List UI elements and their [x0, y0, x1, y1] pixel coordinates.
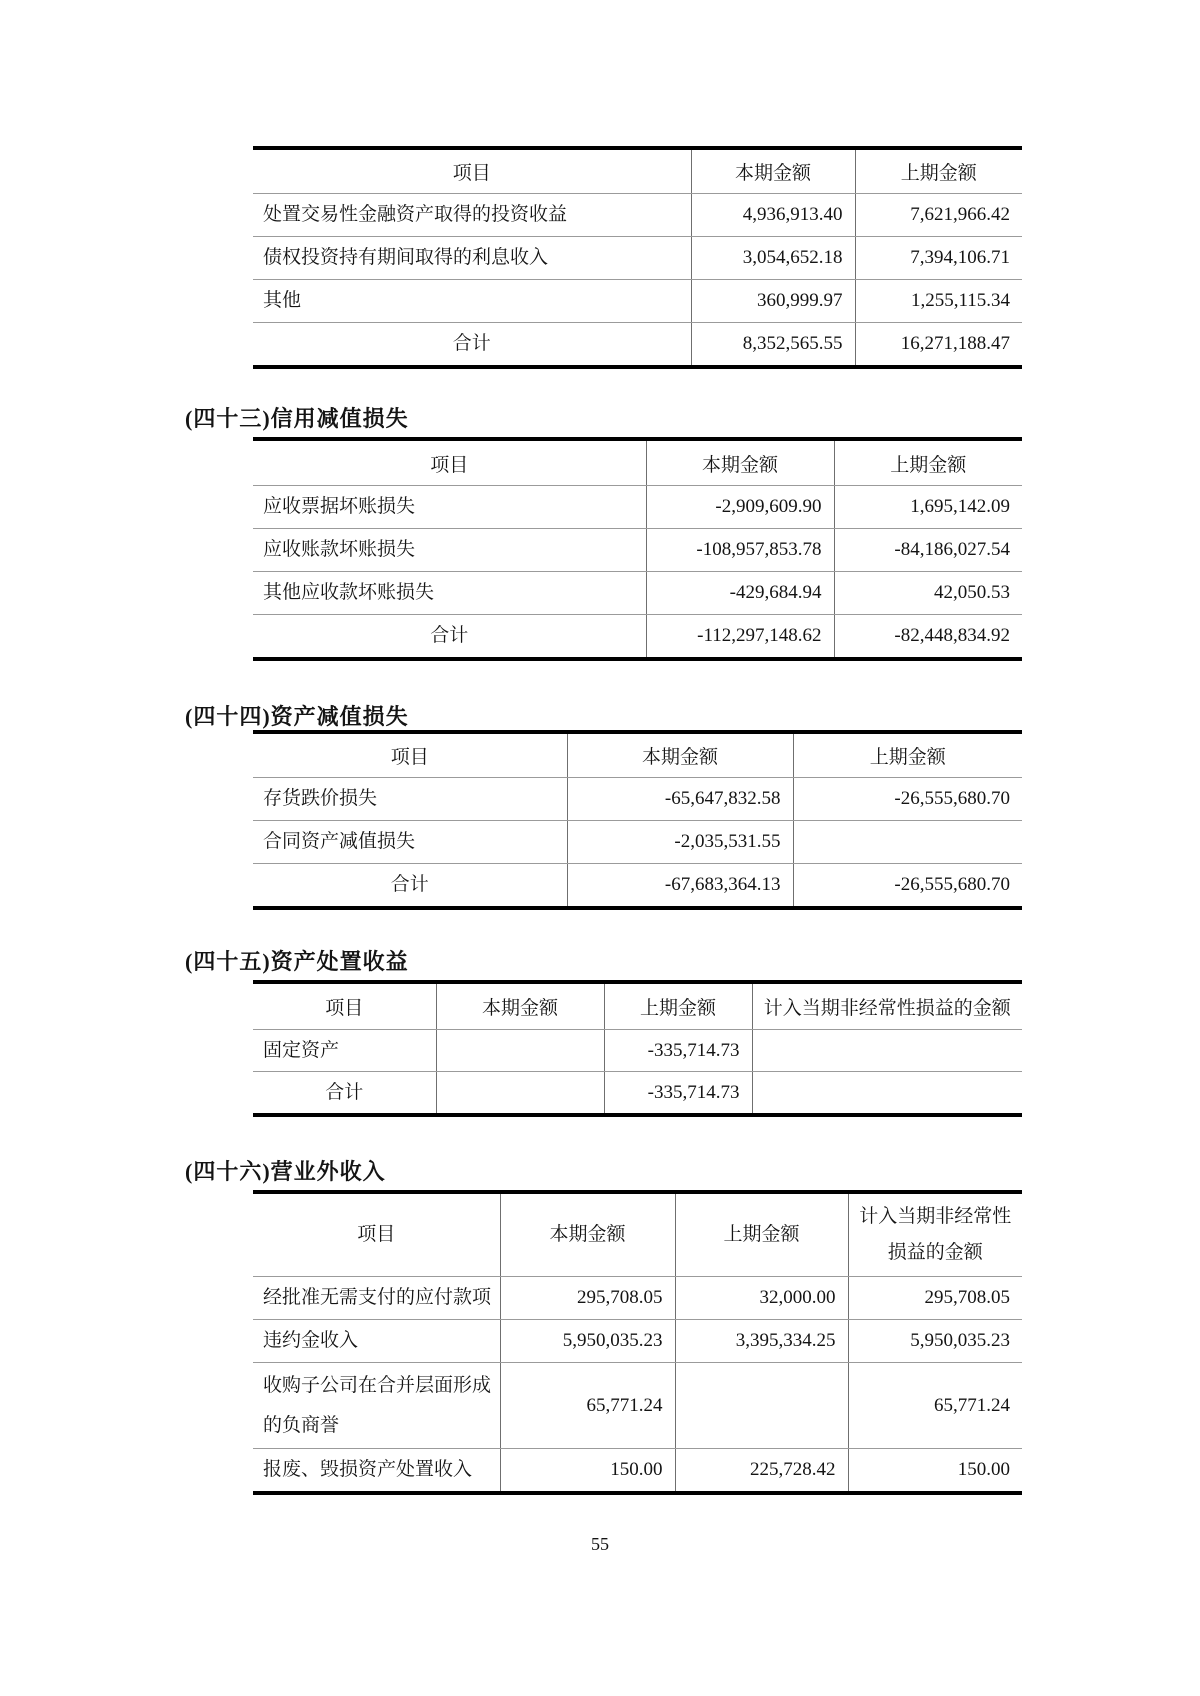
data-row	[253, 529, 1022, 572]
amount-cell: 1,695,142.09	[834, 486, 1022, 529]
amount-cell: 65,771.24	[500, 1363, 675, 1449]
total-row	[253, 1072, 1022, 1116]
row-label: 存货跌价损失	[253, 778, 567, 821]
amount-cell: -335,714.73	[604, 1030, 752, 1072]
row-label: 应收账款坏账损失	[253, 529, 646, 572]
column-header: 本期金额	[500, 1192, 675, 1277]
section-heading-credit-impairment: (四十三)信用减值损失	[185, 406, 409, 431]
data-row	[253, 572, 1022, 615]
data-row	[253, 1320, 1022, 1363]
non-operating-income-table	[253, 1190, 1022, 1495]
amount-cell: 360,999.97	[691, 280, 855, 323]
amount-cell: -112,297,148.62	[646, 615, 834, 660]
data-row	[253, 1277, 1022, 1320]
header-row	[253, 439, 1022, 486]
asset-impairment-loss-table	[253, 730, 1022, 910]
page-number: 55	[591, 1534, 609, 1554]
amount-cell: 1,255,115.34	[855, 280, 1022, 323]
amount-cell: -2,035,531.55	[567, 821, 793, 864]
credit-impairment-loss-table	[253, 437, 1022, 661]
amount-cell: 150.00	[500, 1449, 675, 1494]
data-row	[253, 1449, 1022, 1494]
column-header: 上期金额	[855, 148, 1022, 194]
amount-cell: -108,957,853.78	[646, 529, 834, 572]
amount-cell: 5,950,035.23	[848, 1320, 1022, 1363]
column-header: 本期金额	[646, 439, 834, 486]
data-row	[253, 1363, 1022, 1449]
data-row	[253, 237, 1022, 280]
row-label: 合同资产减值损失	[253, 821, 567, 864]
investment-income-table-continued	[253, 146, 1022, 369]
amount-cell: -82,448,834.92	[834, 615, 1022, 660]
header-row	[253, 982, 1022, 1030]
amount-cell: 4,936,913.40	[691, 194, 855, 237]
header-row	[253, 1192, 1022, 1277]
column-header: 项目	[253, 982, 436, 1030]
data-row	[253, 1030, 1022, 1072]
data-row	[253, 778, 1022, 821]
header-row	[253, 732, 1022, 778]
column-header: 本期金额	[691, 148, 855, 194]
row-label: 处置交易性金融资产取得的投资收益	[253, 194, 691, 237]
amount-cell: 8,352,565.55	[691, 323, 855, 368]
amount-cell	[675, 1363, 848, 1449]
column-header: 项目	[253, 148, 691, 194]
row-label: 报废、毁损资产处置收入	[263, 1459, 473, 1480]
row-label: 固定资产	[253, 1030, 436, 1072]
amount-cell: 5,950,035.23	[500, 1320, 675, 1363]
column-header: 计入当期非经常性 损益的金额	[848, 1192, 1022, 1277]
amount-cell	[793, 821, 1022, 864]
amount-cell: -26,555,680.70	[793, 864, 1022, 909]
column-header: 上期金额	[604, 982, 752, 1030]
amount-cell: 7,394,106.71	[855, 237, 1022, 280]
amount-cell: -2,909,609.90	[646, 486, 834, 529]
amount-cell: 3,054,652.18	[691, 237, 855, 280]
row-label: 合计	[390, 874, 429, 895]
amount-cell	[752, 1072, 1022, 1116]
amount-cell: 7,621,966.42	[855, 194, 1022, 237]
column-header: 项目	[253, 732, 567, 778]
amount-cell	[436, 1072, 604, 1116]
amount-cell: -335,714.73	[604, 1072, 752, 1116]
amount-cell: 3,395,334.25	[675, 1320, 848, 1363]
row-label: 其他应收款坏账损失	[253, 572, 646, 615]
amount-cell	[436, 1030, 604, 1072]
section-heading-non-operating-income: (四十六)营业外收入	[185, 1159, 386, 1184]
amount-cell: 150.00	[848, 1449, 1022, 1494]
section-heading-asset-disposal-income: (四十五)资产处置收益	[185, 949, 409, 974]
amount-cell: -67,683,364.13	[567, 864, 793, 909]
row-label: 经批准无需支付的应付款项	[253, 1277, 500, 1320]
column-header: 上期金额	[675, 1192, 848, 1277]
total-row	[253, 864, 1022, 909]
total-row	[253, 615, 1022, 660]
total-row	[253, 323, 1022, 368]
amount-cell: -26,555,680.70	[793, 778, 1022, 821]
column-header: 本期金额	[436, 982, 604, 1030]
column-header: 上期金额	[793, 732, 1022, 778]
amount-cell: 16,271,188.47	[855, 323, 1022, 368]
column-header: 上期金额	[834, 439, 1022, 486]
row-label: 债权投资持有期间取得的利息收入	[253, 237, 691, 280]
section-heading-asset-impairment: (四十四)资产减值损失	[185, 704, 409, 729]
amount-cell: 42,050.53	[834, 572, 1022, 615]
data-row	[253, 280, 1022, 323]
row-label: 合计	[452, 333, 491, 354]
data-row	[253, 194, 1022, 237]
amount-cell: 295,708.05	[500, 1277, 675, 1320]
amount-cell: 65,771.24	[848, 1363, 1022, 1449]
amount-cell: 225,728.42	[675, 1449, 848, 1494]
row-label: 收购子公司在合并层面形成的负商誉	[253, 1363, 500, 1449]
amount-cell: 295,708.05	[848, 1277, 1022, 1320]
column-header: 项目	[253, 1192, 500, 1277]
amount-cell	[752, 1030, 1022, 1072]
amount-cell: 32,000.00	[675, 1277, 848, 1320]
row-label: 合计	[430, 625, 469, 646]
amount-cell: -65,647,832.58	[567, 778, 793, 821]
data-row	[253, 486, 1022, 529]
column-header: 计入当期非经常性损益的金额	[752, 982, 1022, 1030]
amount-cell: -429,684.94	[646, 572, 834, 615]
row-label: 应收票据坏账损失	[253, 486, 646, 529]
amount-cell: -84,186,027.54	[834, 529, 1022, 572]
data-row	[253, 821, 1022, 864]
row-label: 合计	[325, 1081, 364, 1103]
row-label: 违约金收入	[253, 1320, 500, 1363]
asset-disposal-income-table	[253, 980, 1022, 1117]
column-header: 项目	[253, 439, 646, 486]
column-header: 本期金额	[567, 732, 793, 778]
header-row	[253, 148, 1022, 194]
row-label: 其他	[253, 280, 691, 323]
